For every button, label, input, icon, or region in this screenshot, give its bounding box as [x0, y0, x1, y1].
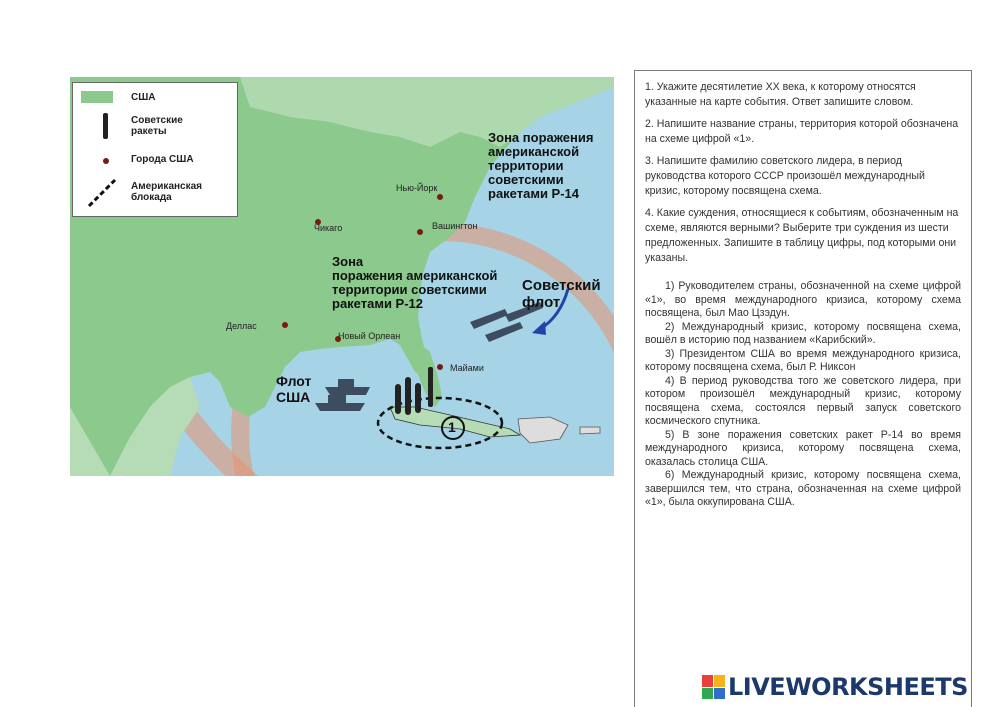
liveworksheets-logo	[702, 673, 968, 701]
historical-map	[70, 77, 614, 476]
question-1: 1. Укажите десятилетие XX века, к которому относятся указанные на карте события. Ответ запишите словом.	[645, 81, 916, 108]
city-miami: Майами	[450, 363, 484, 373]
legend-label-cities: Города США	[131, 154, 194, 165]
city-washington: Вашингтон	[432, 221, 478, 231]
option-2: 2) Международный кризис, которому посвящена схема, вошёл в историю под названием «Карибский».	[645, 320, 961, 346]
questions-panel	[634, 70, 972, 707]
options-list	[645, 280, 961, 510]
blockade-line-icon	[87, 178, 117, 208]
option-4: 4) В период руководства того же советского лидера, при котором произошёл международный кризис, которому посвящена схема, состоялся первый запуск советского космического спутника.	[645, 374, 961, 427]
soviet-fleet-label: Советский флот	[522, 277, 601, 311]
option-5: 5) В зоне поражения советских ракет Р-14 во время международного кризиса, которому посвящена схема, оказалась столица США.	[645, 428, 961, 468]
city-dot-icon	[103, 158, 109, 164]
missile-icon	[103, 113, 108, 139]
city-new-orleans: Новый Орлеан	[338, 331, 401, 341]
option-6: 6) Международный кризис, которому посвящена схема, завершился тем, что страна, обозначенная на схеме цифрой «1», была оккупирована США.	[645, 469, 961, 508]
option-3: 3) Президентом США во время международного кризиса, которому посвящена схема, был Р. Никсон	[645, 347, 961, 373]
city-chicago: Чикаго	[314, 223, 343, 233]
usa-swatch	[81, 91, 113, 103]
city-dallas: Деллас	[226, 321, 257, 331]
legend-label-blockade: Американская блокада	[131, 181, 203, 203]
question-2: 2. Напишите название страны, территория которой обозначена на схеме цифрой «1».	[645, 118, 959, 145]
question-3: 3. Напишите фамилию советского лидера, в период руководства которого СССР произошёл международный кризис, которому посвящена схема.	[645, 155, 925, 197]
brand-text: LIVEWORKSHEETS	[728, 673, 968, 701]
option-1: 1) Руководителем страны, обозначенной на схеме цифрой «1», во время международного кризиса, которому схема посвящена, был Мао Цзэдун.	[645, 280, 961, 319]
brand-logo-icon	[702, 675, 724, 699]
question-4: 4. Какие суждения, относящиеся к событиям, обозначенным на схеме, являются верными? Выберите три суждения из шести предложенных. Запишите в таблицу цифры, под которыми они указаны.	[645, 207, 959, 264]
zone-r12-label: Зона поражения американской территории советскими ракетами Р-12	[332, 254, 498, 311]
cuba-number-label: 1	[448, 419, 456, 435]
city-new-york: Нью-Йорк	[396, 183, 438, 193]
us-fleet-label: Флот США	[276, 373, 312, 405]
legend-label-usa: США	[131, 92, 156, 103]
zone-r14-label: Зона поражения американской территории советскими ракетами Р-14	[488, 130, 594, 201]
legend-label-missiles: Советские ракеты	[131, 115, 183, 137]
map-legend	[72, 82, 238, 217]
